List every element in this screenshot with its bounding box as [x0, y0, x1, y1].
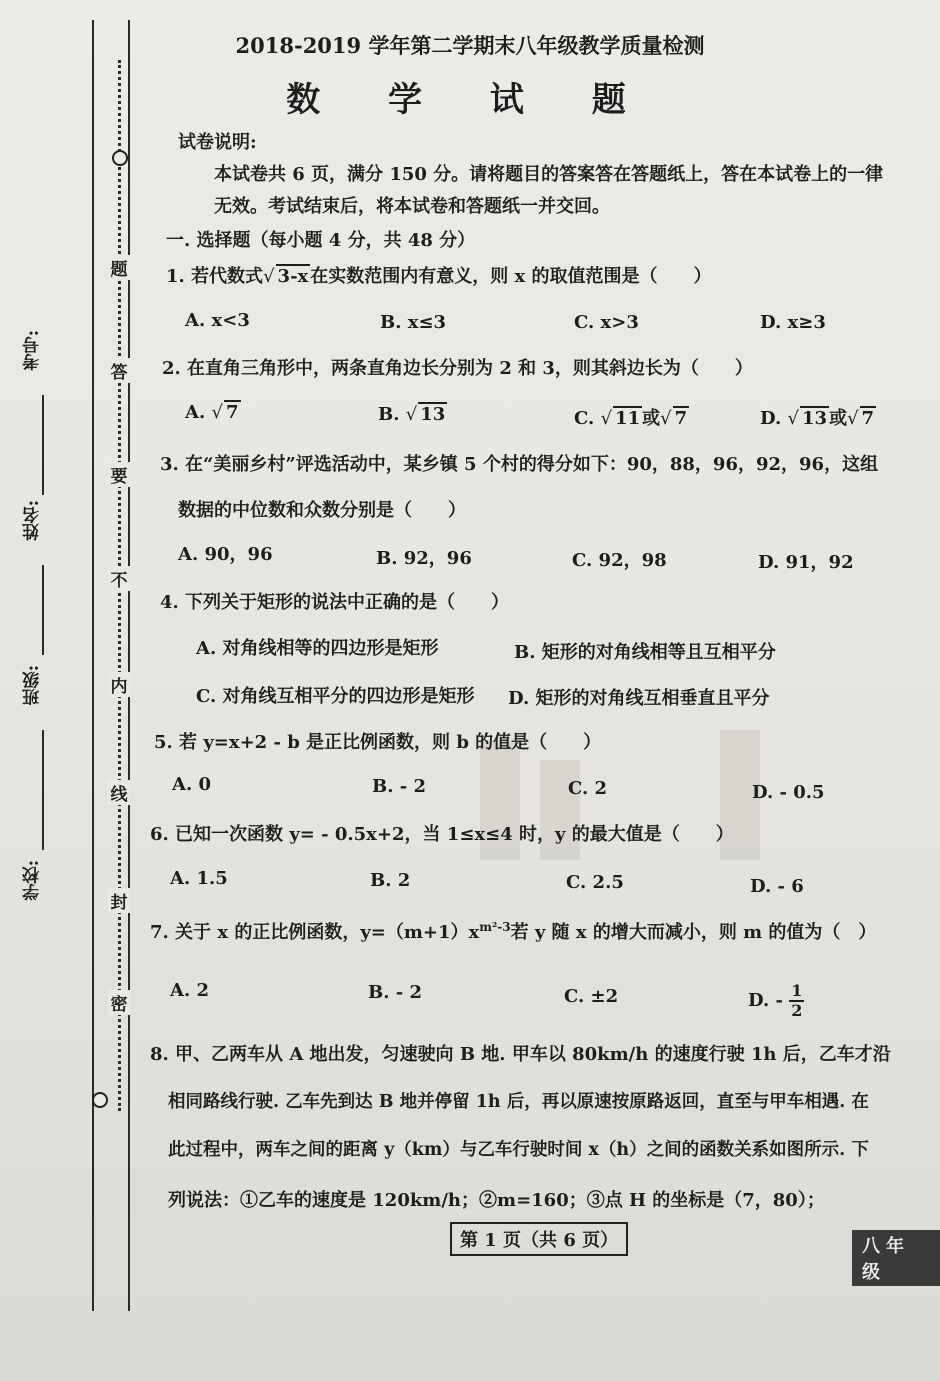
q2-c-label: C.	[574, 408, 595, 429]
q2-option-a	[185, 400, 241, 423]
q5-option-c: C. 2	[568, 778, 608, 799]
q7-exponent: m²-3	[479, 920, 511, 934]
binding-char: 密	[108, 990, 130, 1015]
school-field	[20, 860, 60, 900]
binding-char: 题	[108, 255, 130, 280]
binding-char: 答	[108, 358, 130, 383]
question-5-stem: 5. 若 y=x+2 - b 是正比例函数，则 b 的值是（ ）	[154, 732, 602, 753]
sqrt-icon: √	[787, 408, 799, 429]
q5-option-a: A. 0	[172, 774, 212, 795]
question-8-line-3: 此过程中，两车之间的距离 y（km）与乙车行驶时间 x（h）之间的函数关系如图所示. 下	[168, 1140, 869, 1160]
q4-option-b: B. 矩形的对角线相等且互相平分	[514, 642, 776, 663]
q3-option-a: A. 90，96	[178, 544, 273, 565]
q7-option-b: B. - 2	[368, 982, 423, 1003]
q2-a-radicand: 7	[226, 402, 239, 423]
exam-header: 2018-2019 学年第二学期末八年级教学质量检测	[235, 33, 705, 58]
binding-char: 不	[108, 566, 130, 591]
q7-option-d	[748, 982, 804, 1020]
q1-option-c: C. x>3	[574, 312, 639, 333]
name-label: 姓名:	[23, 500, 43, 541]
q6-option-a: A. 1.5	[170, 868, 228, 889]
question-8-line-4: 列说法：①乙车的速度是 120km/h；②m=160；③点 H 的坐标是（7，80）；	[168, 1190, 825, 1211]
exam-number-field	[20, 330, 60, 370]
binding-char: 要	[108, 462, 130, 487]
sqrt-icon: √	[405, 404, 418, 425]
q6-option-b: B. 2	[370, 870, 411, 891]
q2-a-label: A.	[185, 402, 206, 423]
q1-pre: 1. 若代数式	[166, 266, 264, 287]
q2-d-radicand-2: 7	[861, 408, 875, 429]
q2-d-label: D.	[760, 408, 782, 429]
q2-c-radicand-2: 7	[674, 408, 688, 429]
question-3-line-2: 数据的中位数和众数分别是（ ）	[178, 500, 466, 521]
question-8-line-1: 8. 甲、乙两车从 A 地出发，匀速驶向 B 地. 甲车以 80km/h 的速度行驶 1h 后，乙车才沿	[150, 1044, 891, 1065]
q2-b-label: B.	[378, 404, 400, 425]
exam-content	[150, 30, 930, 121]
question-8-line-2: 相同路线行驶. 乙车先到达 B 地并停留 1h 后，再以原速按原路返回，直至与甲车相遇. 在	[168, 1092, 869, 1112]
class-line	[42, 730, 44, 850]
q5-option-b: B. - 2	[372, 776, 427, 797]
q2-c-radicand-1: 11	[615, 408, 641, 429]
q2-d-radicand-1: 13	[802, 408, 828, 429]
question-1-stem	[166, 262, 712, 288]
q2-option-c	[574, 404, 689, 430]
name-line	[42, 565, 44, 655]
q7-post: 若 y 随 x 的增大而减小，则 m 的值为（ ）	[510, 922, 877, 943]
q2-b-radicand: 13	[420, 404, 446, 425]
page-number: 第 1 页（共 6 页）	[450, 1222, 628, 1256]
q7-expression: y=（m+1）x	[360, 922, 480, 943]
q2-option-b	[378, 402, 447, 425]
q1-option-a: A. x<3	[185, 310, 250, 331]
q3-option-d: D. 91，92	[758, 552, 854, 573]
q3-option-c: C. 92，98	[572, 550, 667, 571]
school-label: 学校:	[23, 860, 43, 901]
binding-char: 线	[108, 780, 130, 805]
sqrt-icon: √	[211, 402, 223, 423]
binding-char: 内	[108, 672, 130, 697]
binding-line-inner	[128, 20, 130, 1311]
q7-d-denominator: 2	[791, 1001, 803, 1020]
exam-number-line	[42, 395, 44, 495]
q1-option-d: D. x≥3	[760, 312, 826, 333]
q6-option-d: D. - 6	[750, 876, 804, 897]
q4-option-a: A. 对角线相等的四边形是矩形	[196, 638, 439, 659]
section-heading: 一. 选择题（每小题 4 分，共 48 分）	[166, 230, 476, 251]
grade-tag: 八年级	[852, 1230, 940, 1286]
question-4-stem: 4. 下列关于矩形的说法中正确的是（ ）	[160, 592, 510, 613]
binding-char: 封	[108, 888, 130, 913]
q7-d-fraction	[789, 982, 804, 1020]
binding-line-outer	[92, 20, 94, 1311]
instructions-line-1: 本试卷共 6 页，满分 150 分。请将题目的答案答在答题纸上，答在本试卷上的一律	[214, 164, 884, 185]
class-label: 班级:	[23, 665, 43, 706]
q7-option-a: A. 2	[170, 980, 210, 1001]
q7-d-numerator: 1	[791, 981, 803, 1000]
question-3-line-1: 3. 在“美丽乡村”评选活动中，某乡镇 5 个村的得分如下：90，88，96，92，96，这组	[160, 454, 879, 475]
sqrt-icon: √	[263, 266, 275, 287]
binding-hole-bottom	[92, 1092, 108, 1108]
question-6-stem: 6. 已知一次函数 y= - 0.5x+2，当 1≤x≤4 时，y 的最大值是（ ）	[150, 824, 734, 845]
q1-radicand: 3-x	[277, 266, 309, 287]
q7-pre: 7. 关于 x 的正比例函数，	[150, 922, 361, 943]
q2-c-or: 或	[642, 408, 661, 429]
q7-option-c: C. ±2	[564, 986, 619, 1007]
exam-number-label: 考号:	[23, 330, 43, 371]
sqrt-icon: √	[600, 408, 613, 429]
q1-option-b: B. x≤3	[380, 312, 447, 333]
class-field	[20, 665, 60, 705]
q3-option-b: B. 92，96	[376, 548, 472, 569]
q7-d-label: D. -	[748, 990, 783, 1011]
q5-option-d: D. - 0.5	[752, 782, 825, 803]
q4-option-d: D. 矩形的对角线互相垂直且平分	[508, 688, 770, 709]
question-2-stem: 2. 在直角三角形中，两条直角边长分别为 2 和 3，则其斜边长为（ ）	[162, 358, 753, 379]
binding-hole-top	[112, 150, 128, 166]
q6-option-c: C. 2.5	[566, 872, 624, 893]
sqrt-icon: √	[660, 408, 672, 429]
q2-d-or: 或	[829, 408, 848, 429]
instructions-heading: 试卷说明:	[178, 132, 257, 153]
instructions-line-2: 无效。考试结束后，将本试卷和答题纸一并交回。	[214, 196, 610, 217]
q1-post: 在实数范围内有意义，则 x 的取值范围是（ ）	[310, 266, 712, 287]
question-7-stem	[150, 918, 876, 944]
exam-title: 数 学 试 题	[286, 80, 654, 120]
q2-option-d	[760, 404, 876, 430]
sqrt-icon: √	[847, 408, 859, 429]
q4-option-c: C. 对角线互相平分的四边形是矩形	[196, 686, 475, 707]
name-field	[20, 500, 60, 540]
